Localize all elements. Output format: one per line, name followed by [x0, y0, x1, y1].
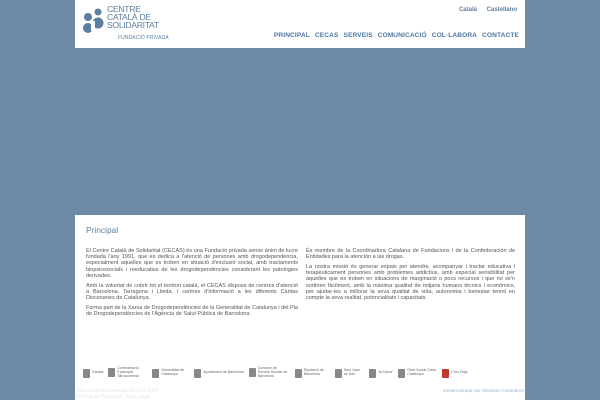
lang-castellano[interactable]: Castellano: [486, 7, 517, 13]
lang-catala[interactable]: Català: [458, 7, 477, 13]
logo-line: CENTRE: [107, 4, 141, 14]
nav-cecas[interactable]: CECAS: [314, 32, 339, 39]
main-nav: [274, 32, 519, 39]
main-content: [75, 215, 525, 400]
legal-links[interactable]: Política de Privacitat | Nota Legal: [76, 394, 150, 400]
paragraph: La nostra missió és generar espais per atendre, acompanyar i tractar educativa i terapèuticament persones amb problemes addictius, amb especial sensibilitat per aquelles que es troben en situacions de marginació o pocs recursos i que no se'n sortirien fàcilment, amb la màxima qualitat de mitjans humans tècnics i econòmics, per ajudar-les a millorar la seva qualitat de vida, autonomia i benestar tenint en compte la seva realitat, potencialitats i capacitats.: [306, 264, 515, 302]
right-column: [306, 248, 515, 305]
partner-logo[interactable]: Diputació de Barcelona: [295, 369, 330, 378]
partner-logo[interactable]: Confederació Episcopal Tarraconense: [108, 367, 147, 378]
nav-comunicacio[interactable]: COMUNICACIÓ: [377, 32, 427, 39]
nav-col-labora[interactable]: COL·LABORA: [431, 32, 478, 39]
caixa-catalunya-icon: [398, 369, 405, 378]
partner-logo[interactable]: Càritas: [83, 369, 103, 378]
paragraph: El Centre Català de Solidaritat (CECAS) és una Fundació privada sense ànim de lucre fundada l'any 1991, que es dedica a l'atenció de persones amb drogodependència, especialment aquelles que es troben en situació d'exclusió social, amb tractaments biopsicosocials i reeducatius de les drogodependències considerant les patologies derivades.: [86, 248, 298, 279]
partner-logos: [83, 363, 519, 383]
partner-logo[interactable]: Generalitat de Catalunya: [152, 369, 189, 378]
la-caixa-icon: [369, 369, 376, 378]
logo-line: SOLIDARITAT: [107, 19, 159, 30]
header: [75, 0, 525, 48]
nav-principal[interactable]: PRINCIPAL: [273, 32, 310, 39]
consorci-icon: [249, 368, 256, 377]
logo-wordmark: [107, 6, 159, 29]
paragraph: És membre de la Coordinadora Catalana de Fundacions i de la Confederación de Entidades para la atención a las drogas.: [306, 248, 515, 261]
partner-logo[interactable]: Consorci de Serveis Socials de Barcelona: [249, 367, 290, 378]
nav-contacte[interactable]: CONTACTE: [482, 32, 519, 39]
footer-left: [76, 388, 159, 400]
sant-joan-de-deu-icon: [335, 369, 342, 378]
partner-logo[interactable]: Sant Joan de Déu: [335, 369, 364, 378]
nav-serveis[interactable]: SERVEIS: [343, 32, 373, 39]
cet-icon: [108, 368, 115, 377]
partner-logo[interactable]: "la Caixa": [369, 369, 394, 378]
page-title: Principal: [86, 225, 119, 235]
ajuntament-icon: [194, 369, 201, 378]
language-switcher: [453, 7, 517, 13]
caritas-icon: [83, 369, 90, 378]
logo-mark-icon: [82, 7, 104, 37]
logo-line: CATALÀ DE: [107, 11, 151, 22]
partner-logo[interactable]: Ajuntament de Barcelona: [194, 369, 243, 378]
footer-credit[interactable]: Desenvolupat per Iberdata Consultors: [443, 389, 524, 394]
logo-subtitle: FUNDACIÓ PRIVADA: [118, 35, 169, 41]
partner-logo[interactable]: Obra Social Caixa Catalunya: [398, 369, 437, 378]
partner-logo[interactable]: Creu Roja: [442, 369, 467, 378]
diputacio-icon: [295, 369, 302, 378]
paragraph: Forma part de la Xarxa de Drogodependències de la Generalitat de Catalunya i del Pla de Drogodependències de l'Agència de Salut Pública de Barcelona.: [86, 304, 298, 318]
generalitat-icon: [152, 369, 159, 378]
paragraph: Amb la voluntat de cobrir tot el territori català, el CECAS disposa de centres d'atenció a Barcelona, Tarragona i Lleida. I centres d'informació a les diferents Càritas Diocesanes de Catalunya.: [86, 282, 298, 302]
creu-roja-icon: [442, 369, 449, 378]
copyright: Tots els drets reservats CECAS 2009: [76, 388, 159, 394]
cecas-logo[interactable]: [82, 5, 212, 43]
left-column: [86, 248, 298, 321]
